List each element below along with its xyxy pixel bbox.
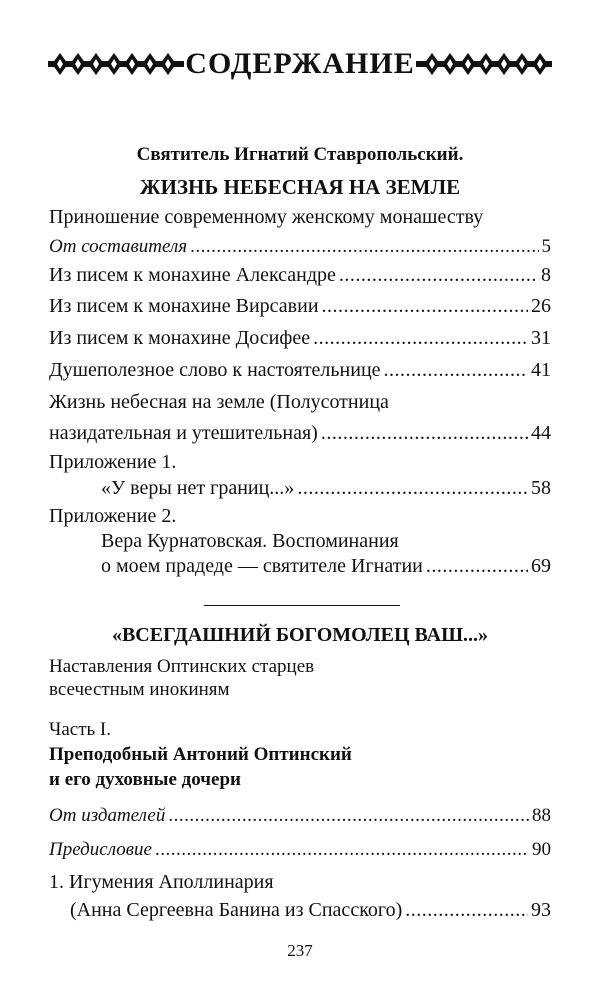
life-line-1: Жизнь небесная на земле (Полусотница	[49, 391, 389, 413]
header	[48, 40, 552, 88]
toc-entry-page: 8	[541, 264, 551, 286]
part-heading: Часть I.	[49, 719, 112, 740]
toc-entry	[101, 477, 551, 500]
toc-entry-page: 31	[531, 327, 551, 349]
leader-dots	[426, 555, 528, 578]
toc-entry-page: 88	[532, 805, 551, 826]
section1-author: Святитель Игнатий Ставропольский.	[136, 144, 464, 165]
leader-dots	[384, 359, 528, 382]
leader-dots	[339, 264, 538, 287]
toc-entry	[101, 555, 551, 578]
toc-entry-label: Из писем к монахине Александре	[49, 264, 336, 286]
toc-entry-page: 5	[541, 236, 551, 257]
toc-entry	[49, 805, 551, 827]
toc-entry-label: «У веры нет границ...»	[101, 477, 295, 499]
section2-subtitle-2: всечестным инокиням	[49, 679, 230, 700]
section1-subtitle: Приношение современному женскому монашеству	[49, 206, 484, 228]
leader-dots	[313, 327, 528, 350]
leader-dots	[321, 422, 528, 445]
toc-entry-page: 26	[531, 295, 551, 317]
toc-entry-label: Из писем к монахине Досифее	[49, 327, 311, 349]
toc-entry-page: 58	[531, 477, 551, 499]
section2-subtitle-1: Наставления Оптинских старцев	[49, 656, 315, 677]
toc-entry	[49, 295, 551, 318]
toc-entry	[49, 839, 551, 861]
leader-dots	[190, 236, 538, 258]
leader-dots	[297, 477, 528, 500]
part-title-1: Преподобный Антоний Оптинский	[49, 744, 352, 765]
ornament-right-icon	[416, 49, 552, 79]
toc-entry-label: Душеполезное слово к настоятельнице	[49, 359, 381, 381]
toc-entry	[49, 264, 551, 287]
toc-entry-page: 90	[532, 839, 551, 860]
section1-title: ЖИЗНЬ НЕБЕСНАЯ НА ЗЕМЛЕ	[139, 175, 461, 199]
section2-title: «ВСЕГДАШНИЙ БОГОМОЛЕЦ ВАШ...»	[111, 624, 489, 646]
toc-entry-label: Из писем к монахине Вирсавии	[49, 295, 319, 317]
ornament-left-icon	[48, 49, 184, 79]
toc-entry-label: назидательная и утешительная)	[49, 422, 318, 444]
toc-entry-label: о моем прадеде — святителе Игнатии	[101, 555, 423, 577]
leader-dots	[405, 899, 528, 922]
leader-dots	[168, 805, 529, 827]
appendix1-heading: Приложение 1.	[49, 451, 177, 473]
toc-entry	[49, 422, 551, 445]
leader-dots	[322, 295, 528, 318]
toc-entry	[49, 236, 551, 258]
appendix2-line-1: Вера Курнатовская. Воспоминания	[101, 530, 399, 552]
toc-entry-page: 93	[531, 899, 551, 921]
toc-entry-page: 41	[531, 359, 551, 381]
toc-entry-label: Предисловие	[49, 839, 152, 860]
appendix2-heading: Приложение 2.	[49, 505, 177, 527]
toc-entry-label: (Анна Сергеевна Банина из Спасского)	[70, 899, 403, 921]
toc-entry-label: От издателей	[49, 805, 166, 826]
toc-entry-page: 69	[531, 555, 551, 577]
part-title-2: и его духовные дочери	[49, 769, 241, 790]
toc-entry-page: 44	[531, 422, 551, 444]
toc-entry-label: От составителя	[49, 236, 188, 257]
toc-entry	[49, 327, 551, 350]
page-number: 237	[287, 941, 313, 960]
toc-entry	[70, 899, 551, 922]
page-title: СОДЕРЖАНИЕ	[185, 47, 415, 80]
section-divider	[204, 605, 400, 606]
leader-dots	[155, 839, 529, 861]
item1-line-1: 1. Игумения Аполлинария	[49, 871, 274, 893]
toc-entry	[49, 359, 551, 382]
